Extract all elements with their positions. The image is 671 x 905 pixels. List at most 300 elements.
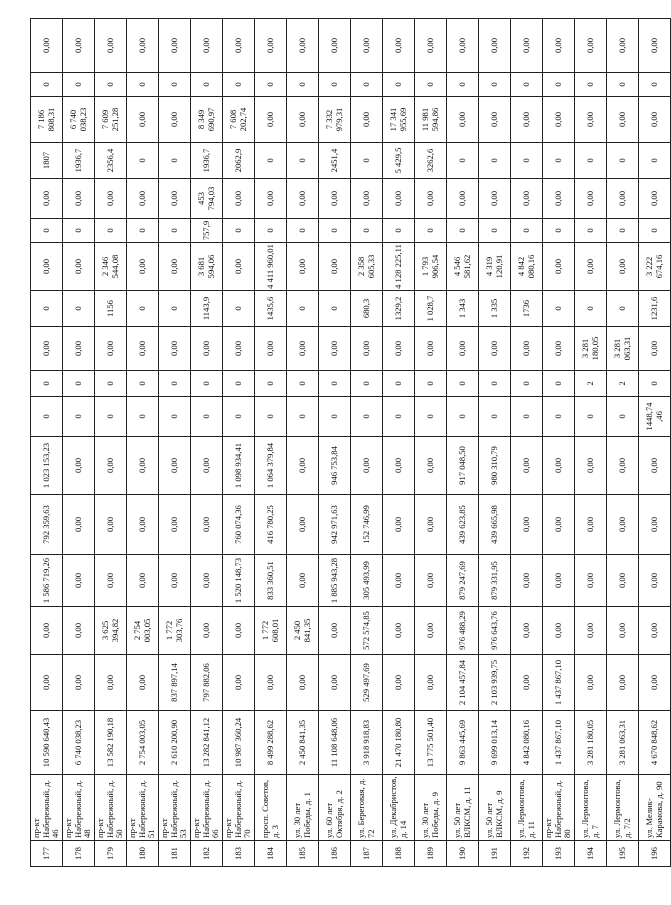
address-cell: ул. Лермонтова, д. 7/2 — [607, 775, 639, 841]
value-cell: 0,00 — [287, 19, 319, 73]
value-cell: 0,00 — [511, 19, 543, 73]
value-cell: 0 — [607, 397, 639, 437]
value-cell: 3 281 063,31 — [607, 711, 639, 775]
row-number: 189 — [415, 841, 447, 867]
value-cell: 1936,7 — [63, 143, 95, 179]
value-cell: 942 971,63 — [319, 495, 351, 555]
value-cell: 0,00 — [287, 495, 319, 555]
value-cell: 1156 — [95, 291, 127, 327]
value-cell: 0 — [447, 73, 479, 97]
value-cell: 0 — [351, 73, 383, 97]
value-cell: 2 754 003,05 — [127, 711, 159, 775]
value-cell: 0 — [287, 73, 319, 97]
value-cell: 1 586 719,26 — [31, 555, 63, 607]
value-cell: 7 609 251,28 — [95, 97, 127, 143]
table-row — [255, 19, 287, 867]
value-cell: 7 186 808,31 — [31, 97, 63, 143]
value-cell: 0,00 — [319, 655, 351, 711]
value-cell: 0,00 — [511, 327, 543, 371]
value-cell: 0,00 — [607, 495, 639, 555]
value-cell: 6 740 038,23 — [63, 711, 95, 775]
value-cell: 0 — [127, 219, 159, 243]
value-cell: 0,00 — [63, 607, 95, 655]
value-cell: 1 064 379,84 — [255, 437, 287, 495]
value-cell: 0,00 — [415, 437, 447, 495]
value-cell: 0,00 — [575, 243, 607, 291]
address-cell: пр-кт Набережный, д. 53 — [159, 775, 191, 841]
value-cell: 0 — [383, 219, 415, 243]
address-cell: пр-кт Набережный, д. 48 — [63, 775, 95, 841]
value-cell: 1 028,7 — [415, 291, 447, 327]
value-cell: 0,00 — [415, 19, 447, 73]
value-cell: 0 — [575, 397, 607, 437]
value-cell: 2 104 457,84 — [447, 655, 479, 711]
value-cell: 879 247,69 — [447, 555, 479, 607]
value-cell: 10 987 360,24 — [223, 711, 255, 775]
value-cell: 0,00 — [127, 243, 159, 291]
value-cell: 0 — [31, 219, 63, 243]
value-cell: 0,00 — [127, 437, 159, 495]
address-cell: ул. Лермонтова, д. 7 — [575, 775, 607, 841]
value-cell: 0 — [447, 371, 479, 397]
value-cell: 0,00 — [607, 555, 639, 607]
value-cell: 0,00 — [319, 243, 351, 291]
row-number: 184 — [255, 841, 287, 867]
value-cell: 0 — [159, 291, 191, 327]
value-cell: 0,00 — [63, 19, 95, 73]
value-cell: 837 897,14 — [159, 655, 191, 711]
value-cell: 13 582 190,18 — [95, 711, 127, 775]
value-cell: 13 775 501,40 — [415, 711, 447, 775]
value-cell: 0,00 — [31, 179, 63, 219]
value-cell: 2 — [607, 371, 639, 397]
value-cell: 0,00 — [575, 555, 607, 607]
value-cell: 0,00 — [31, 655, 63, 711]
value-cell: 3 281 063,31 — [607, 327, 639, 371]
value-cell: 0,00 — [511, 179, 543, 219]
table-row — [191, 19, 223, 867]
value-cell: 1 098 934,41 — [223, 437, 255, 495]
value-cell: 1 520 148,73 — [223, 555, 255, 607]
value-cell: 0,00 — [191, 555, 223, 607]
value-cell: 0 — [447, 143, 479, 179]
value-cell: 0,00 — [95, 495, 127, 555]
value-cell: 2356,4 — [95, 143, 127, 179]
table-row — [415, 19, 447, 867]
value-cell: 0,00 — [639, 437, 671, 495]
value-cell: 2 754 003,05 — [127, 607, 159, 655]
value-cell: 0 — [95, 219, 127, 243]
value-cell: 0 — [223, 371, 255, 397]
value-cell: 0,00 — [95, 437, 127, 495]
value-cell: 0 — [479, 371, 511, 397]
value-cell: 3 281 180,05 — [575, 327, 607, 371]
row-number: 179 — [95, 841, 127, 867]
value-cell: 0,00 — [223, 655, 255, 711]
value-cell: 879 331,95 — [479, 555, 511, 607]
value-cell: 1 885 943,28 — [319, 555, 351, 607]
table-row — [287, 19, 319, 867]
value-cell: 0,00 — [575, 495, 607, 555]
value-cell: 0 — [511, 397, 543, 437]
table-row — [543, 19, 575, 867]
value-cell: 0,00 — [63, 555, 95, 607]
value-cell: 0,00 — [287, 243, 319, 291]
value-cell: 0,00 — [63, 179, 95, 219]
value-cell: 0 — [607, 143, 639, 179]
value-cell: 6 740 038,23 — [63, 97, 95, 143]
value-cell: 0 — [415, 73, 447, 97]
value-cell: 976 488,29 — [447, 607, 479, 655]
value-cell: 0,00 — [543, 243, 575, 291]
value-cell: 0,00 — [191, 495, 223, 555]
address-cell: пр-кт Набережный, д. 66 — [191, 775, 223, 841]
value-cell: 0 — [95, 397, 127, 437]
value-cell: 0,00 — [479, 97, 511, 143]
value-cell: 0,00 — [127, 655, 159, 711]
address-cell: ул. 30 лет Победы, д. 9 — [415, 775, 447, 841]
value-cell: 0,00 — [575, 437, 607, 495]
value-cell: 976 643,76 — [479, 607, 511, 655]
address-cell: ул. 30 лет Победы, д. 1 — [287, 775, 319, 841]
value-cell: 5 429,5 — [383, 143, 415, 179]
value-cell: 0,00 — [543, 555, 575, 607]
value-cell: 792 359,63 — [31, 495, 63, 555]
row-number: 182 — [191, 841, 223, 867]
value-cell: 2062,9 — [223, 143, 255, 179]
value-cell: 0,00 — [223, 243, 255, 291]
value-cell: 797 882,06 — [191, 655, 223, 711]
value-cell: 0,00 — [415, 607, 447, 655]
value-cell: 0,00 — [95, 655, 127, 711]
table-row — [351, 19, 383, 867]
table-row — [639, 19, 671, 867]
value-cell: 9 699 013,14 — [479, 711, 511, 775]
value-cell: 0,00 — [255, 179, 287, 219]
value-cell: 0 — [287, 397, 319, 437]
value-cell: 0,00 — [159, 327, 191, 371]
value-cell: 0,00 — [127, 555, 159, 607]
value-cell: 0,00 — [31, 327, 63, 371]
value-cell: 0,00 — [607, 97, 639, 143]
value-cell: 3 918 918,83 — [351, 711, 383, 775]
address-cell: пр-кт Набережный, д. 51 — [127, 775, 159, 841]
value-cell: 0,00 — [351, 437, 383, 495]
value-cell: 0 — [639, 219, 671, 243]
value-cell: 0,00 — [351, 97, 383, 143]
table-row — [159, 19, 191, 867]
value-cell: 0,00 — [447, 97, 479, 143]
value-cell: 0 — [255, 73, 287, 97]
value-cell: 1448,74 ,46 — [639, 397, 671, 437]
value-cell: 0 — [543, 73, 575, 97]
row-number: 196 — [639, 841, 671, 867]
table-row — [447, 19, 479, 867]
value-cell: 0,00 — [575, 607, 607, 655]
value-cell: 0 — [319, 219, 351, 243]
value-cell: 0,00 — [575, 19, 607, 73]
value-cell: 3 222 674,16 — [639, 243, 671, 291]
value-cell: 305 493,99 — [351, 555, 383, 607]
address-cell: ул. 50 лет ВЛКСМ, д. 9 — [479, 775, 511, 841]
value-cell: 1 437 867,10 — [543, 655, 575, 711]
value-cell: 0,00 — [511, 97, 543, 143]
value-cell: 0 — [63, 291, 95, 327]
address-cell: ул. 60 лет Октября, д. 2 — [319, 775, 351, 841]
value-cell: 0 — [383, 371, 415, 397]
value-cell: 0,00 — [415, 327, 447, 371]
value-cell: 0,00 — [95, 19, 127, 73]
value-cell: 0,00 — [159, 555, 191, 607]
value-cell: 529 497,69 — [351, 655, 383, 711]
row-number: 180 — [127, 841, 159, 867]
value-cell: 0 — [223, 219, 255, 243]
value-cell: 0 — [63, 397, 95, 437]
value-cell: 0 — [319, 73, 351, 97]
address-cell: ул. Лермонтова, д. 11 — [511, 775, 543, 841]
table-row — [607, 19, 639, 867]
value-cell: 0,00 — [63, 437, 95, 495]
value-cell: 0,00 — [191, 327, 223, 371]
table-row — [95, 19, 127, 867]
value-cell: 0 — [543, 291, 575, 327]
value-cell: 0 — [127, 371, 159, 397]
value-cell: 0 — [351, 219, 383, 243]
value-cell: 0,00 — [543, 327, 575, 371]
value-cell: 0,00 — [127, 495, 159, 555]
value-cell: 0,00 — [159, 243, 191, 291]
value-cell: 0 — [415, 371, 447, 397]
row-number: 178 — [63, 841, 95, 867]
value-cell: 1 793 906,54 — [415, 243, 447, 291]
value-cell: 0,00 — [383, 555, 415, 607]
value-cell: 11 108 648,06 — [319, 711, 351, 775]
address-cell: пр-кт Набережный, д. 80 — [543, 775, 575, 841]
value-cell: 0,00 — [255, 655, 287, 711]
value-cell: 0,00 — [127, 327, 159, 371]
value-cell: 0,00 — [543, 437, 575, 495]
value-cell: 0 — [575, 291, 607, 327]
value-cell: 0,00 — [159, 179, 191, 219]
value-cell: 0 — [639, 143, 671, 179]
row-number: 187 — [351, 841, 383, 867]
row-number: 195 — [607, 841, 639, 867]
value-cell: 0 — [479, 73, 511, 97]
row-number: 190 — [447, 841, 479, 867]
value-cell: 0,00 — [383, 179, 415, 219]
address-cell: ул. 50 лет ВЛКСМ, д. 11 — [447, 775, 479, 841]
value-cell: 0,00 — [95, 179, 127, 219]
value-cell: 2 358 605,33 — [351, 243, 383, 291]
table-row — [127, 19, 159, 867]
value-cell: 0 — [127, 397, 159, 437]
value-cell: 2 103 939,75 — [479, 655, 511, 711]
value-cell: 2 610 200,90 — [159, 711, 191, 775]
value-cell: 0,00 — [543, 179, 575, 219]
value-cell: 152 746,99 — [351, 495, 383, 555]
value-cell: 1 772 303,76 — [159, 607, 191, 655]
value-cell: 0,00 — [159, 97, 191, 143]
value-cell: 0,00 — [511, 555, 543, 607]
value-cell: 7 608 202,74 — [223, 97, 255, 143]
value-cell: 21 470 180,80 — [383, 711, 415, 775]
row-number: 192 — [511, 841, 543, 867]
value-cell: 0,00 — [95, 327, 127, 371]
value-cell: 0 — [607, 73, 639, 97]
value-cell: 0,00 — [287, 179, 319, 219]
value-cell: 439 623,85 — [447, 495, 479, 555]
row-number: 177 — [31, 841, 63, 867]
value-cell: 0,00 — [639, 327, 671, 371]
value-cell: 0,00 — [607, 655, 639, 711]
value-cell: 0,00 — [319, 19, 351, 73]
address-cell: пр-кт Набережный, д. 46 — [31, 775, 63, 841]
value-cell: 0 — [511, 371, 543, 397]
value-cell: 1329,2 — [383, 291, 415, 327]
value-cell: 572 574,85 — [351, 607, 383, 655]
value-cell: 2 450 841,35 — [287, 607, 319, 655]
value-cell: 3 281 180,05 — [575, 711, 607, 775]
value-cell: 0 — [159, 219, 191, 243]
value-cell: 0 — [383, 397, 415, 437]
value-cell: 0 — [543, 143, 575, 179]
value-cell: 833 360,51 — [255, 555, 287, 607]
value-cell: 0 — [223, 397, 255, 437]
value-cell: 0,00 — [31, 19, 63, 73]
value-cell: 0 — [191, 371, 223, 397]
value-cell: 0 — [95, 371, 127, 397]
table-row — [383, 19, 415, 867]
value-cell: 0 — [223, 291, 255, 327]
value-cell: 0 — [127, 291, 159, 327]
value-cell: 0,00 — [223, 327, 255, 371]
value-cell: 0,00 — [511, 655, 543, 711]
value-cell: 0,00 — [543, 607, 575, 655]
value-cell: 2 450 841,35 — [287, 711, 319, 775]
value-cell: 0 — [351, 143, 383, 179]
value-cell: 0 — [511, 73, 543, 97]
value-cell: 4 842 080,16 — [511, 243, 543, 291]
value-cell: 0,00 — [255, 97, 287, 143]
value-cell: 0,00 — [639, 179, 671, 219]
value-cell: 0,00 — [415, 555, 447, 607]
value-cell: 1 343 — [447, 291, 479, 327]
value-cell: 680,3 — [351, 291, 383, 327]
value-cell: 0,00 — [287, 327, 319, 371]
value-cell: 0,00 — [127, 179, 159, 219]
value-cell: 0,00 — [319, 179, 351, 219]
value-cell: 0 — [575, 143, 607, 179]
value-cell: 2 346 544,08 — [95, 243, 127, 291]
row-number: 193 — [543, 841, 575, 867]
value-cell: 0 — [159, 73, 191, 97]
value-cell: 917 048,50 — [447, 437, 479, 495]
value-cell: 0 — [639, 371, 671, 397]
value-cell: 0 — [479, 219, 511, 243]
address-cell: ул. Мелик-Карамова, д. 90 — [639, 775, 671, 841]
value-cell: 0,00 — [511, 437, 543, 495]
value-cell: 0 — [255, 371, 287, 397]
value-cell: 0,00 — [191, 19, 223, 73]
value-cell: 0,00 — [639, 19, 671, 73]
value-cell: 0,00 — [319, 327, 351, 371]
table-row — [319, 19, 351, 867]
value-cell: 0,00 — [63, 655, 95, 711]
value-cell: 11 981 594,86 — [415, 97, 447, 143]
value-cell: 0 — [543, 397, 575, 437]
value-cell: 0,00 — [287, 655, 319, 711]
value-cell: 4 319 120,91 — [479, 243, 511, 291]
value-cell: 1 772 608,01 — [255, 607, 287, 655]
value-cell: 8 349 690,97 — [191, 97, 223, 143]
value-cell: 0,00 — [63, 243, 95, 291]
value-cell: 0 — [287, 371, 319, 397]
value-cell: 2451,4 — [319, 143, 351, 179]
value-cell: 0,00 — [351, 327, 383, 371]
value-cell: 0,00 — [543, 19, 575, 73]
value-cell: 453 794,03 — [191, 179, 223, 219]
value-cell: 0 — [63, 219, 95, 243]
value-cell: 1736 — [511, 291, 543, 327]
value-cell: 0 — [127, 143, 159, 179]
value-cell: 439 665,98 — [479, 495, 511, 555]
value-cell: 0,00 — [511, 607, 543, 655]
address-cell: пр-кт Набережный, д. 70 — [223, 775, 255, 841]
value-cell: 1 023 153,23 — [31, 437, 63, 495]
value-cell: 0,00 — [511, 495, 543, 555]
value-cell: 0 — [607, 291, 639, 327]
row-number: 181 — [159, 841, 191, 867]
value-cell: 0 — [351, 371, 383, 397]
value-cell: 0 — [319, 397, 351, 437]
value-cell: 0 — [287, 219, 319, 243]
value-cell: 0 — [447, 219, 479, 243]
value-cell: 0 — [543, 371, 575, 397]
address-cell: просп. Советов, д. 3 — [255, 775, 287, 841]
value-cell: 0,00 — [223, 607, 255, 655]
value-cell: 1 437 867,10 — [543, 711, 575, 775]
value-cell: 0 — [31, 397, 63, 437]
value-cell: 0,00 — [159, 437, 191, 495]
value-cell: 0,00 — [255, 327, 287, 371]
value-cell: 0,00 — [607, 607, 639, 655]
address-cell: ул. Декабристов, д. 14 — [383, 775, 415, 841]
value-cell: 9 863 445,69 — [447, 711, 479, 775]
value-cell: 1807 — [31, 143, 63, 179]
table-row — [223, 19, 255, 867]
value-cell: 0,00 — [607, 19, 639, 73]
value-cell: 0,00 — [191, 437, 223, 495]
value-cell: 0 — [511, 219, 543, 243]
value-cell: 0 — [31, 73, 63, 97]
value-cell: 0 — [159, 371, 191, 397]
value-cell: 0,00 — [383, 655, 415, 711]
table-row — [575, 19, 607, 867]
value-cell: 0,00 — [287, 97, 319, 143]
value-cell: 10 590 640,43 — [31, 711, 63, 775]
value-cell: 0 — [479, 143, 511, 179]
value-cell: 0 — [255, 143, 287, 179]
value-cell: 13 282 841,12 — [191, 711, 223, 775]
value-cell: 7 332 979,31 — [319, 97, 351, 143]
value-cell: 0 — [383, 73, 415, 97]
value-cell: 8 499 288,62 — [255, 711, 287, 775]
value-cell: 0,00 — [383, 327, 415, 371]
value-cell: 0 — [415, 219, 447, 243]
value-cell: 0,00 — [287, 437, 319, 495]
value-cell: 0 — [31, 371, 63, 397]
value-cell: 0,00 — [351, 19, 383, 73]
